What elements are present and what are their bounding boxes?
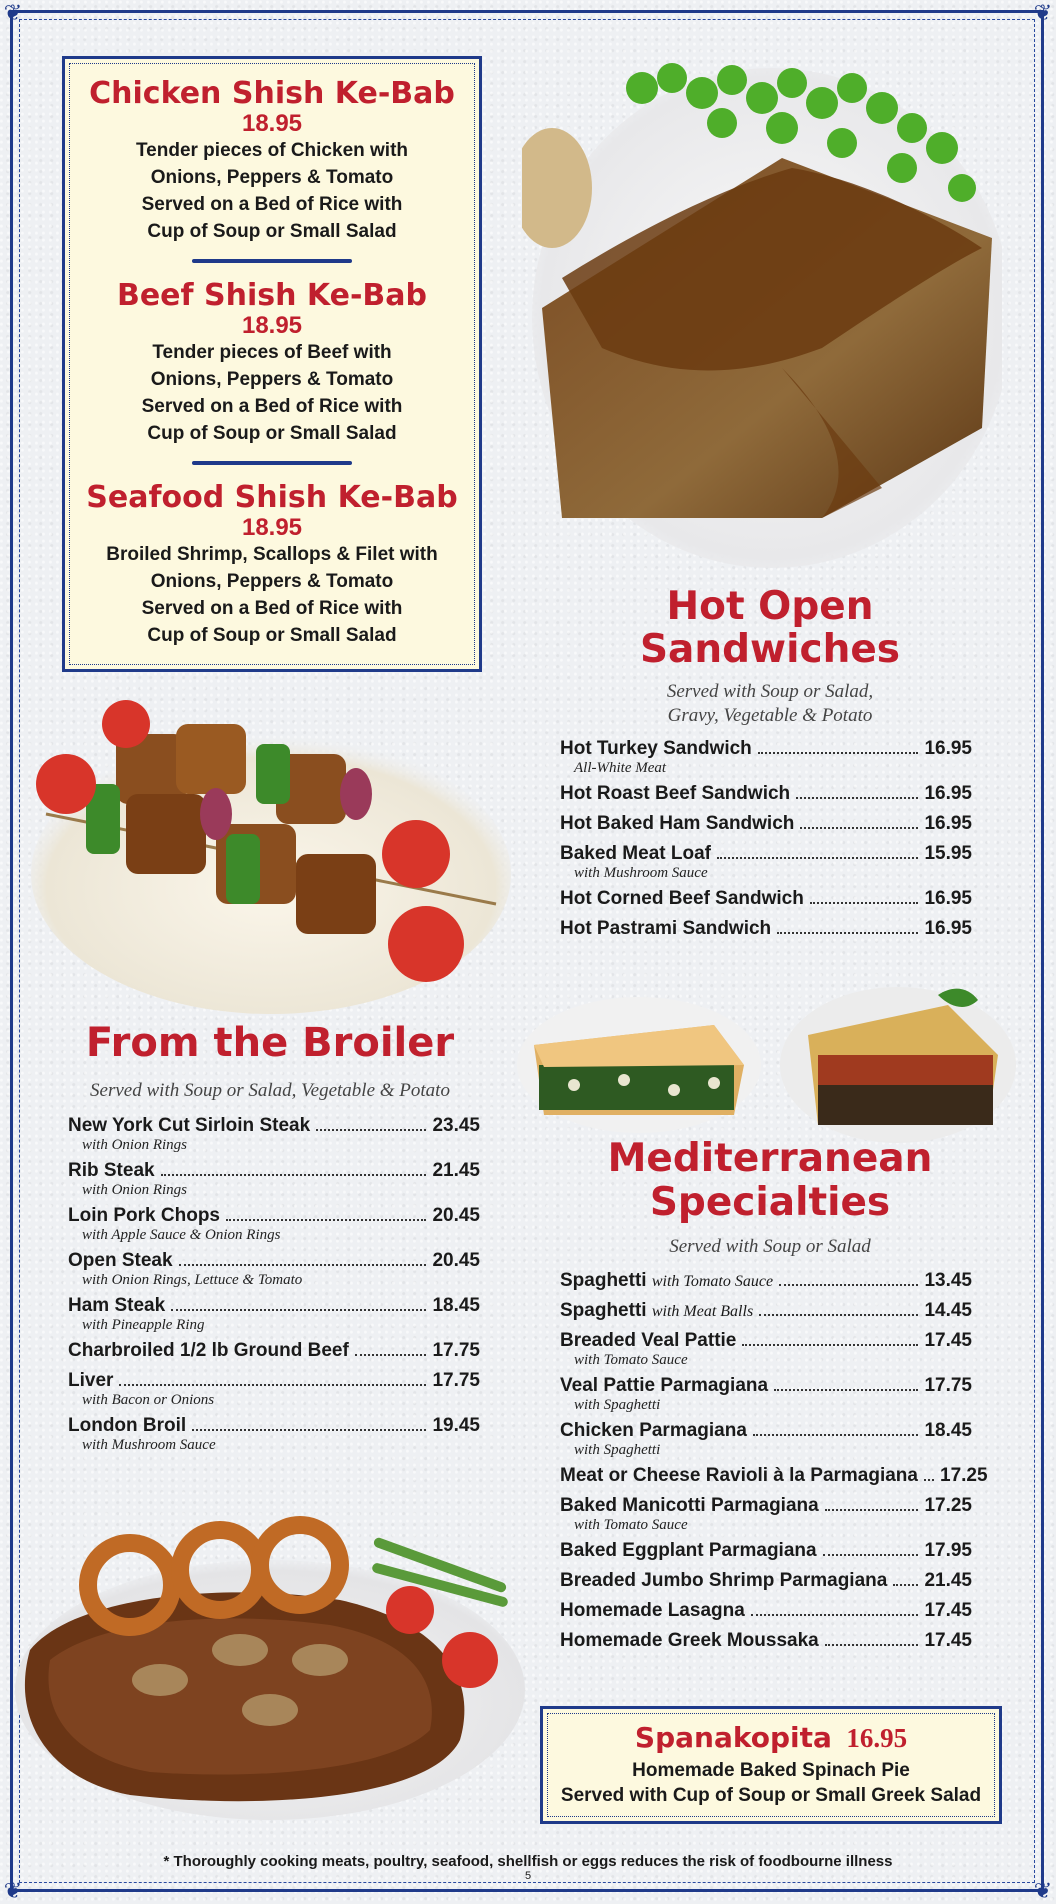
broiler-list xyxy=(68,1115,480,1460)
leader-dots xyxy=(316,1129,426,1131)
leader-dots xyxy=(742,1344,918,1346)
leader-dots xyxy=(796,797,918,799)
kebab-price: 18.95 xyxy=(241,312,303,339)
hot-open-title: Hot Open Sandwiches xyxy=(639,584,901,672)
item-name: Rib Steak xyxy=(68,1160,155,1181)
leader-dots xyxy=(355,1354,427,1356)
item-price: 17.95 xyxy=(924,1540,972,1561)
kebab-desc-line: Onions, Peppers & Tomato xyxy=(150,167,394,188)
item-price: 17.25 xyxy=(940,1465,988,1486)
spanakopita-desc-2: Served with Cup of Soup or Small Greek Salad xyxy=(560,1785,982,1806)
item-note: with Onion Rings xyxy=(82,1182,188,1198)
kebab-item xyxy=(65,77,479,263)
item-name: Hot Roast Beef Sandwich xyxy=(560,783,791,804)
leader-dots xyxy=(774,1389,918,1391)
item-name: Breaded Veal Pattie xyxy=(560,1330,737,1351)
kebab-desc-line: Served on a Bed of Rice with xyxy=(141,396,403,417)
item-name: Hot Corned Beef Sandwich xyxy=(560,888,804,909)
divider xyxy=(192,259,352,263)
menu-item xyxy=(68,1415,480,1454)
broiler-title: From the Broiler xyxy=(85,1020,455,1066)
leader-dots xyxy=(717,857,918,859)
item-note: with Tomato Sauce xyxy=(574,1352,688,1368)
steak-photo xyxy=(10,1510,530,1820)
leader-dots xyxy=(751,1614,919,1616)
kebab-desc-line: Cup of Soup or Small Salad xyxy=(147,423,397,444)
spinach-pie-photo xyxy=(514,985,764,1135)
spanakopita-desc-1: Homemade Baked Spinach Pie xyxy=(632,1760,910,1781)
leader-dots xyxy=(825,1644,919,1646)
item-price: 16.95 xyxy=(924,888,972,909)
divider xyxy=(192,461,352,465)
item-note: with Pineapple Ring xyxy=(82,1317,205,1333)
menu-item xyxy=(68,1205,480,1244)
leader-dots xyxy=(753,1434,919,1436)
leader-dots xyxy=(823,1554,919,1556)
kebab-desc-line: Tender pieces of Chicken with xyxy=(135,140,409,161)
item-price: 14.45 xyxy=(924,1300,972,1321)
item-name: Homemade Greek Moussaka xyxy=(560,1630,819,1651)
menu-item xyxy=(560,738,972,777)
item-name: Spaghetti xyxy=(560,1300,647,1321)
menu-item xyxy=(68,1295,480,1334)
menu-item xyxy=(560,1420,972,1459)
leader-dots xyxy=(810,902,919,904)
kebab-desc-line: Served on a Bed of Rice with xyxy=(141,194,403,215)
ornament-icon: ❦ xyxy=(1033,1878,1053,1903)
menu-item xyxy=(560,1330,972,1369)
item-name: Veal Pattie Parmagiana xyxy=(560,1375,769,1396)
item-name: New York Cut Sirloin Steak xyxy=(68,1115,311,1136)
item-price: 17.75 xyxy=(432,1340,480,1361)
kebab-price: 18.95 xyxy=(241,110,303,137)
kebab-desc-line: Tender pieces of Beef with xyxy=(152,342,392,363)
moussaka-photo xyxy=(778,975,1018,1145)
item-name: Baked Meat Loaf xyxy=(560,843,711,864)
menu-item xyxy=(560,1630,972,1652)
item-name: Hot Baked Ham Sandwich xyxy=(560,813,795,834)
item-price: 16.95 xyxy=(924,738,972,759)
item-name: Homemade Lasagna xyxy=(560,1600,745,1621)
leader-dots xyxy=(924,1479,934,1481)
menu-item xyxy=(560,1540,972,1562)
menu-item xyxy=(560,888,972,910)
item-price: 16.95 xyxy=(924,813,972,834)
leader-dots xyxy=(179,1264,427,1266)
menu-item xyxy=(68,1160,480,1199)
menu-item xyxy=(560,1600,972,1622)
kebab-desc-line: Broiled Shrimp, Scallops & Filet with xyxy=(106,544,438,565)
menu-item xyxy=(560,1465,988,1487)
item-price: 20.45 xyxy=(432,1205,480,1226)
item-note: with Spaghetti xyxy=(574,1397,661,1413)
item-price: 17.75 xyxy=(432,1370,480,1391)
spanakopita-price: 16.95 xyxy=(846,1723,908,1753)
leader-dots xyxy=(893,1584,918,1586)
kebab-title: Beef Shish Ke-Bab xyxy=(116,278,428,313)
item-price: 17.45 xyxy=(924,1600,972,1621)
kebab-desc-line: Cup of Soup or Small Salad xyxy=(147,625,397,646)
item-name: Baked Eggplant Parmagiana xyxy=(560,1540,817,1561)
kebab-item xyxy=(65,279,479,465)
hot-open-list xyxy=(560,738,972,948)
menu-item xyxy=(560,843,972,882)
spanakopita-box xyxy=(540,1706,1002,1824)
item-detail: with Tomato Sauce xyxy=(651,1273,774,1290)
leader-dots xyxy=(825,1509,919,1511)
item-price: 17.75 xyxy=(924,1375,972,1396)
item-price: 16.95 xyxy=(924,783,972,804)
menu-item xyxy=(560,1570,972,1592)
item-name: Breaded Jumbo Shrimp Parmagiana xyxy=(560,1570,888,1591)
item-note: with Apple Sauce & Onion Rings xyxy=(82,1227,281,1243)
med-subtitle: Served with Soup or Salad xyxy=(669,1236,871,1257)
ornament-icon: ❦ xyxy=(1033,0,1053,25)
kebab-desc-line: Onions, Peppers & Tomato xyxy=(150,369,394,390)
item-name: Meat or Cheese Ravioli à la Parmagiana xyxy=(560,1465,918,1486)
item-name: London Broil xyxy=(68,1415,187,1436)
item-detail: with Meat Balls xyxy=(651,1303,754,1320)
hot-open-subtitle: Served with Soup or Salad, Gravy, Vegetable & Potato xyxy=(666,681,874,726)
item-price: 17.45 xyxy=(924,1330,972,1351)
item-name: Open Steak xyxy=(68,1250,173,1271)
item-note: with Mushroom Sauce xyxy=(574,865,708,881)
broiler-subtitle: Served with Soup or Salad, Vegetable & Potato xyxy=(90,1080,450,1101)
leader-dots xyxy=(759,1314,918,1316)
menu-item xyxy=(68,1340,480,1362)
menu-item xyxy=(560,1375,972,1414)
item-price: 17.25 xyxy=(924,1495,972,1516)
item-price: 23.45 xyxy=(432,1115,480,1136)
kebab-box xyxy=(62,56,482,672)
item-note: with Spaghetti xyxy=(574,1442,661,1458)
item-name: Baked Manicotti Parmagiana xyxy=(560,1495,819,1516)
meatloaf-photo xyxy=(522,48,1002,568)
menu-item xyxy=(560,1270,972,1292)
item-name: Chicken Parmagiana xyxy=(560,1420,747,1441)
item-price: 15.95 xyxy=(924,843,972,864)
item-note: with Bacon or Onions xyxy=(82,1392,215,1408)
kebab-title: Chicken Shish Ke-Bab xyxy=(89,76,455,111)
item-name: Charbroiled 1/2 lb Ground Beef xyxy=(68,1340,349,1361)
ornament-icon: ❦ xyxy=(3,0,23,25)
leader-dots xyxy=(226,1219,426,1221)
leader-dots xyxy=(777,932,918,934)
item-note: with Tomato Sauce xyxy=(574,1517,688,1533)
kebab-desc-line: Onions, Peppers & Tomato xyxy=(150,571,394,592)
item-name: Ham Steak xyxy=(68,1295,166,1316)
item-note: with Onion Rings, Lettuce & Tomato xyxy=(82,1272,303,1288)
footer-disclaimer: * Thoroughly cooking meats, poultry, seafood, shellfish or eggs reduces the risk of foodbourne illness xyxy=(163,1853,893,1870)
item-price: 17.45 xyxy=(924,1630,972,1651)
leader-dots xyxy=(161,1174,427,1176)
menu-item xyxy=(68,1115,480,1154)
menu-item xyxy=(560,1300,972,1322)
item-name: Loin Pork Chops xyxy=(68,1205,220,1226)
kebab-desc-line: Cup of Soup or Small Salad xyxy=(147,221,397,242)
item-price: 21.45 xyxy=(924,1570,972,1591)
menu-item xyxy=(560,813,972,835)
item-price: 19.45 xyxy=(432,1415,480,1436)
menu-item xyxy=(560,918,972,940)
item-name: Hot Turkey Sandwich xyxy=(560,738,752,759)
leader-dots xyxy=(758,752,919,754)
kebab-desc-line: Served on a Bed of Rice with xyxy=(141,598,403,619)
ornament-icon: ❦ xyxy=(3,1878,23,1903)
menu-item xyxy=(560,783,972,805)
item-price: 18.45 xyxy=(432,1295,480,1316)
item-price: 20.45 xyxy=(432,1250,480,1271)
med-title: Mediterranean Specialties xyxy=(607,1136,933,1225)
item-note: with Onion Rings xyxy=(82,1137,188,1153)
item-note: with Mushroom Sauce xyxy=(82,1437,216,1453)
item-name: Liver xyxy=(68,1370,114,1391)
leader-dots xyxy=(779,1284,918,1286)
item-price: 18.45 xyxy=(924,1420,972,1441)
leader-dots xyxy=(171,1309,426,1311)
kebab-photo xyxy=(26,684,516,1014)
leader-dots xyxy=(119,1384,426,1386)
item-price: 21.45 xyxy=(432,1160,480,1181)
item-price: 13.45 xyxy=(924,1270,972,1291)
item-note: All-White Meat xyxy=(574,760,667,776)
spanakopita-title: Spanakopita xyxy=(634,1721,832,1754)
kebab-item xyxy=(65,481,479,649)
leader-dots xyxy=(192,1429,426,1431)
page-number: 5 xyxy=(524,1870,532,1882)
leader-dots xyxy=(800,827,918,829)
item-price: 16.95 xyxy=(924,918,972,939)
menu-item xyxy=(560,1495,972,1534)
kebab-price: 18.95 xyxy=(241,514,303,541)
item-name: Hot Pastrami Sandwich xyxy=(560,918,772,939)
kebab-title: Seafood Shish Ke-Bab xyxy=(86,480,458,515)
med-list xyxy=(560,1270,988,1660)
item-name: Spaghetti xyxy=(560,1270,647,1291)
menu-item xyxy=(68,1250,480,1289)
menu-item xyxy=(68,1370,480,1409)
